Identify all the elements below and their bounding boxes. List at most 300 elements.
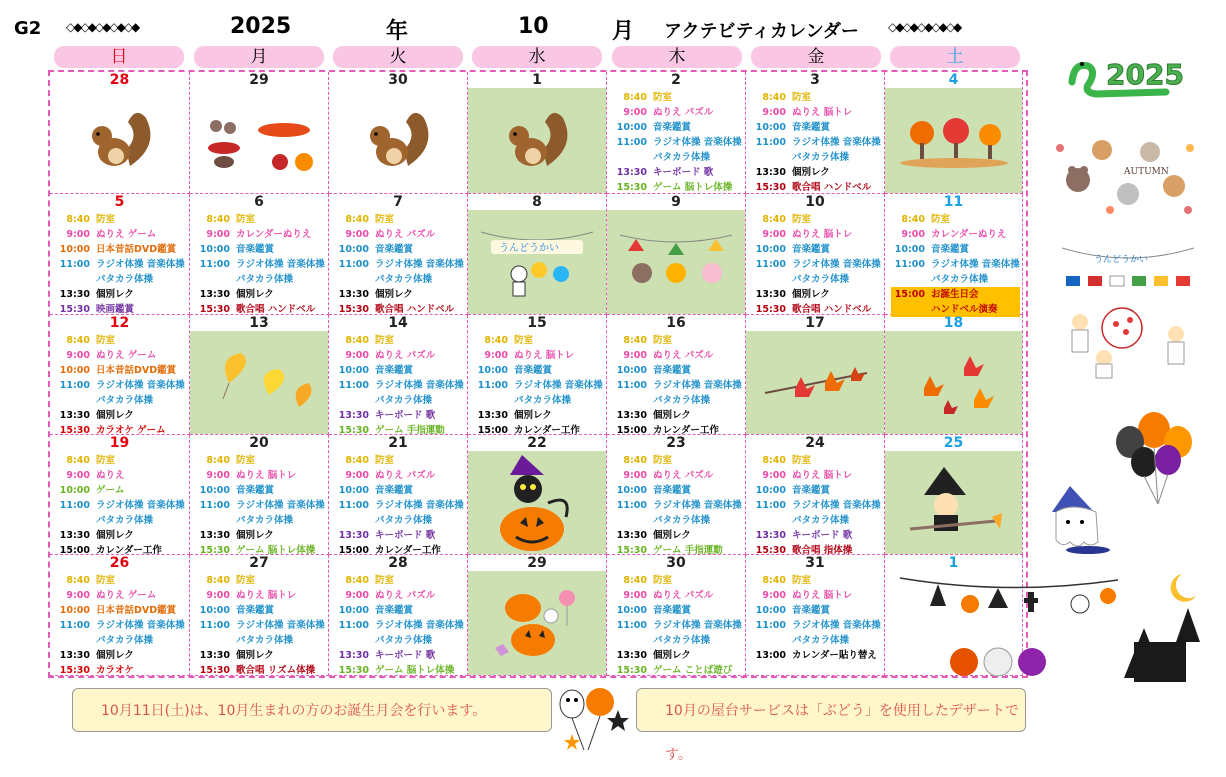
event-name: 防室 [236, 214, 256, 225]
event-time: 9:00 [345, 470, 369, 481]
event-item [474, 333, 604, 348]
event-list [196, 212, 326, 317]
event-item [752, 180, 882, 195]
event-time: 11:00 [199, 500, 230, 511]
event-item [196, 603, 326, 618]
event-time: 10:00 [59, 244, 90, 255]
birthday-notice-banner [72, 688, 552, 732]
event-name: パタカラ体操 [792, 152, 850, 163]
day-number: 23 [666, 435, 686, 451]
event-name: 防室 [236, 575, 256, 586]
event-time: 8:40 [623, 575, 647, 586]
event-item [56, 573, 187, 588]
event-name: ぬりえ パズル [375, 350, 436, 361]
event-name: 個別レク [653, 650, 691, 661]
day-cell [329, 194, 468, 315]
sports-day-label: うんどうかい [1094, 255, 1149, 265]
event-name: ぬりえ 脳トレ [792, 107, 853, 118]
event-item [335, 363, 465, 378]
event-time: 11:00 [59, 500, 90, 511]
day-cell [50, 555, 190, 676]
event-name: パタカラ体操 [96, 395, 154, 406]
day-cell [190, 435, 329, 555]
event-name: 日本昔話DVD鑑賞 [96, 605, 177, 616]
event-name: カレンダー工作 [96, 545, 162, 556]
event-item [196, 272, 326, 287]
day-number: 4 [948, 72, 959, 88]
event-time: 10:00 [59, 485, 90, 496]
event-time: 15:30 [616, 182, 647, 193]
birthday-notice-text: 10月11日(土)は、10月生まれの方のお誕生月会を行います。 [101, 703, 487, 719]
day-cell [329, 72, 468, 194]
day-number: 2 [671, 72, 681, 88]
event-time: 10:00 [755, 244, 786, 255]
event-item [335, 468, 465, 483]
event-time: 9:00 [206, 470, 230, 481]
event-name: 音楽鑑賞 [375, 605, 414, 616]
weekday-label: 火 [333, 46, 463, 68]
event-item [613, 498, 743, 513]
day-number: 15 [527, 315, 547, 331]
event-list [56, 453, 187, 558]
event-name: 防室 [236, 455, 256, 466]
day-cell [190, 555, 329, 676]
event-time: 15:30 [59, 304, 90, 315]
event-name: 防室 [792, 214, 812, 225]
event-time: 10:00 [59, 605, 90, 616]
event-list [613, 453, 743, 558]
event-time: 11:00 [616, 500, 647, 511]
event-name: 防室 [792, 455, 812, 466]
event-name: ぬりえ 脳トレ [514, 350, 575, 361]
event-name: カレンダー工作 [514, 425, 580, 436]
day-cell [329, 315, 468, 435]
event-item [613, 348, 743, 363]
event-time: 10:00 [199, 485, 230, 496]
event-name: 防室 [96, 335, 116, 346]
event-name: 音楽鑑賞 [653, 365, 692, 376]
event-time: 15:30 [755, 304, 786, 315]
day-cell [50, 315, 190, 435]
event-time: 13:30 [199, 650, 230, 661]
day-cell [468, 555, 607, 676]
event-item [891, 287, 1020, 302]
day-number: 9 [671, 194, 681, 210]
day-number: 25 [943, 435, 964, 451]
event-name: 個別レク [96, 289, 134, 300]
event-time: 11:00 [755, 137, 786, 148]
event-time: 8:40 [762, 455, 786, 466]
event-item [613, 603, 743, 618]
weekday-label: 月 [194, 46, 324, 68]
event-time: 8:40 [206, 455, 230, 466]
event-name: 防室 [375, 214, 395, 225]
event-name: パタカラ体操 [792, 274, 850, 285]
event-time: 11:00 [59, 620, 90, 631]
event-item [613, 633, 743, 648]
event-item [752, 120, 882, 135]
sports-day-illustration [468, 210, 606, 314]
event-name: ラジオ体操 音楽体操 [792, 500, 881, 511]
event-name: パタカラ体操 [96, 635, 154, 646]
event-time: 10:00 [616, 485, 647, 496]
event-name: ラジオ体操 音楽体操 [792, 259, 881, 270]
sports-day-caption: うんどうかい [499, 243, 559, 254]
event-name: ラジオ体操 音楽体操 [514, 380, 603, 391]
event-name: ラジオ体操 音楽体操 [236, 620, 325, 631]
event-name: パタカラ体操 [375, 635, 433, 646]
event-item [752, 242, 882, 257]
event-time: 13:30 [616, 530, 647, 541]
event-item [335, 242, 465, 257]
weekday-label: 木 [612, 46, 742, 68]
squirrel-illustration [50, 88, 189, 193]
event-name: パタカラ体操 [792, 515, 850, 526]
event-name: パタカラ体操 [236, 274, 294, 285]
event-name: 防室 [792, 92, 812, 103]
event-time: 9:00 [762, 229, 786, 240]
event-item [196, 483, 326, 498]
maple-illustration [746, 331, 884, 434]
event-time: 10:00 [616, 605, 647, 616]
event-item [752, 257, 882, 272]
event-item [613, 90, 743, 105]
day-number: 1 [532, 72, 542, 88]
event-name: パタカラ体操 [514, 395, 572, 406]
event-time: 8:40 [484, 335, 508, 346]
event-item [613, 483, 743, 498]
event-item [56, 483, 187, 498]
event-name: 防室 [96, 214, 116, 225]
event-time: 15:30 [199, 304, 230, 315]
event-name: ゲーム 脳トレ体操 [653, 182, 733, 193]
event-name: ぬりえ [96, 470, 125, 481]
event-time: 10:00 [338, 605, 369, 616]
event-name: 個別レク [236, 530, 274, 541]
event-name: ぬりえ 脳トレ [236, 590, 297, 601]
event-list [335, 453, 465, 558]
event-name: 音楽鑑賞 [792, 605, 831, 616]
event-item [613, 513, 743, 528]
day-number: 28 [388, 555, 408, 571]
day-number: 28 [109, 72, 130, 88]
event-name: パタカラ体操 [792, 635, 850, 646]
event-item [613, 573, 743, 588]
event-item [613, 135, 743, 150]
day-cell [50, 435, 190, 555]
event-name: パタカラ体操 [653, 395, 711, 406]
event-item [752, 468, 882, 483]
event-item [752, 212, 882, 227]
event-time: 15:00 [616, 425, 647, 436]
event-item [56, 272, 187, 287]
food-stall-notice-banner [636, 688, 1026, 763]
event-time: 15:30 [616, 665, 647, 676]
halloween-garland-illustration [898, 568, 1224, 686]
event-item [613, 588, 743, 603]
day-cell [885, 194, 1023, 315]
event-name: 音楽鑑賞 [653, 122, 692, 133]
event-name: 音楽鑑賞 [792, 122, 831, 133]
event-item [196, 468, 326, 483]
event-name: ラジオ体操 音楽体操 [653, 620, 742, 631]
event-item [196, 453, 326, 468]
event-name: 音楽鑑賞 [792, 244, 831, 255]
autumn-label: AUTUMN [1124, 167, 1169, 177]
event-item [56, 333, 187, 348]
event-name: ラジオ体操 音楽体操 [236, 500, 325, 511]
day-number: 13 [249, 315, 269, 331]
day-number: 24 [805, 435, 825, 451]
event-name: ぬりえ パズル [653, 590, 714, 601]
event-time: 11:00 [755, 620, 786, 631]
event-name: パタカラ体操 [236, 635, 294, 646]
event-item [613, 333, 743, 348]
pumpkins-candy-illustration [468, 571, 606, 675]
event-item [891, 242, 1020, 257]
event-item [752, 227, 882, 242]
event-item [891, 257, 1020, 272]
event-time: 11:00 [59, 259, 90, 270]
event-item [56, 513, 187, 528]
event-name: ラジオ体操 音楽体操 [96, 500, 185, 511]
event-time: 15:30 [755, 545, 786, 556]
event-time: 9:00 [623, 350, 647, 361]
event-time: 11:00 [338, 259, 369, 270]
event-time: 10:00 [755, 485, 786, 496]
event-item [56, 378, 187, 393]
event-name: 個別レク [653, 530, 691, 541]
event-list [56, 212, 187, 317]
event-list [752, 212, 882, 317]
day-cell [329, 555, 468, 676]
event-time: 8:40 [66, 335, 90, 346]
header-month: 10 [518, 14, 549, 39]
event-name: 日本昔話DVD鑑賞 [96, 244, 177, 255]
event-time: 13:30 [338, 289, 369, 300]
day-cell [746, 555, 885, 676]
event-item [613, 618, 743, 633]
event-item [196, 618, 326, 633]
day-cell [190, 194, 329, 315]
event-name: 防室 [653, 92, 673, 103]
event-name: パタカラ体操 [375, 515, 433, 526]
day-number: 3 [810, 72, 820, 88]
event-item [56, 453, 187, 468]
event-name: ゲーム 脳トレ体操 [375, 665, 455, 676]
event-item [56, 212, 187, 227]
event-time: 9:00 [66, 470, 90, 481]
event-item [613, 165, 743, 180]
event-item [335, 272, 465, 287]
event-time: 13:30 [616, 410, 647, 421]
event-time: 15:30 [199, 545, 230, 556]
event-list [196, 573, 326, 678]
event-time: 13:30 [755, 289, 786, 300]
event-item [196, 513, 326, 528]
event-name: ラジオ体操 音楽体操 [96, 380, 185, 391]
cat-pumpkin-illustration [468, 451, 606, 554]
event-item [335, 378, 465, 393]
event-time: 10:00 [199, 605, 230, 616]
event-time: 11:00 [616, 620, 647, 631]
event-item [196, 573, 326, 588]
witch-illustration [885, 451, 1022, 554]
event-name: パタカラ体操 [96, 515, 154, 526]
event-time: 9:00 [762, 470, 786, 481]
day-number: 17 [805, 315, 825, 331]
event-time: 11:00 [616, 380, 647, 391]
event-item [613, 408, 743, 423]
event-list [335, 573, 465, 678]
event-name: 個別レク [375, 289, 413, 300]
event-name: 防室 [375, 335, 395, 346]
event-time: 8:40 [66, 455, 90, 466]
event-name: ぬりえ パズル [653, 107, 714, 118]
event-name: ラジオ体操 音楽体操 [96, 620, 185, 631]
event-name: 個別レク [792, 289, 830, 300]
event-time: 13:30 [199, 530, 230, 541]
weekday-label: 土 [890, 46, 1020, 68]
event-name: カラオケ ゲーム [96, 425, 166, 436]
day-number: 22 [527, 435, 547, 451]
year-badge: 2025 [1106, 58, 1184, 91]
event-name: ぬりえ パズル [375, 229, 436, 240]
event-item [56, 603, 187, 618]
event-item [752, 498, 882, 513]
event-time: 10:00 [755, 605, 786, 616]
day-cell [468, 315, 607, 435]
event-name: ぬりえ パズル [375, 470, 436, 481]
event-item [196, 528, 326, 543]
day-number: 31 [805, 555, 825, 571]
day-cell [50, 72, 190, 194]
event-name: キーボード 歌 [375, 410, 436, 421]
diamond-decoration-left: ◇◆◇◆◇◆◇◆◇◆ [66, 20, 139, 34]
event-item [613, 363, 743, 378]
event-time: 15:30 [199, 665, 230, 676]
event-name: ぬりえ ゲーム [96, 590, 157, 601]
event-time: 15:00 [477, 425, 508, 436]
day-cell [885, 72, 1023, 194]
event-name: ラジオ体操 音楽体操 [653, 137, 742, 148]
event-list [56, 333, 187, 438]
event-item [335, 393, 465, 408]
event-name: 音楽鑑賞 [792, 485, 831, 496]
event-name: ぬりえ ゲーム [96, 350, 157, 361]
event-item [474, 378, 604, 393]
event-time: 9:00 [623, 590, 647, 601]
event-item [752, 272, 882, 287]
day-cell [885, 435, 1023, 555]
event-time: 8:40 [762, 92, 786, 103]
diamond-decoration-right: ◇◆◇◆◇◆◇◆◇◆ [888, 20, 961, 34]
event-item [752, 528, 882, 543]
event-list [474, 333, 604, 438]
event-item [613, 663, 743, 678]
food-stall-notice-text: 10月の屋台サービスは「ぶどう」を使用したデザートです。 [665, 703, 1019, 763]
event-item [196, 588, 326, 603]
event-name: 歌合唱 リズム体操 [236, 665, 316, 676]
event-time: 13:30 [59, 650, 90, 661]
event-item [335, 528, 465, 543]
animals-illustration [607, 210, 745, 314]
event-item [56, 663, 187, 678]
event-item [335, 603, 465, 618]
day-number: 14 [388, 315, 408, 331]
event-name: 音楽鑑賞 [375, 485, 414, 496]
event-item [335, 408, 465, 423]
squirrel-illustration [468, 88, 606, 193]
event-time: 15:30 [59, 665, 90, 676]
event-name: カレンダー貼り替え [792, 650, 877, 661]
event-time: 10:00 [199, 244, 230, 255]
autumn-animals-illustration [1050, 128, 1200, 218]
event-name: ゲーム 手指運動 [375, 425, 445, 436]
event-time: 8:40 [206, 214, 230, 225]
event-time: 13:30 [59, 530, 90, 541]
event-name: パタカラ体操 [931, 274, 989, 285]
event-name: 歌合唱 ハンドベル [792, 182, 872, 193]
day-cell [746, 435, 885, 555]
event-name: 防室 [96, 575, 116, 586]
sports-day-flags-illustration [1058, 238, 1198, 298]
event-time: 13:30 [755, 530, 786, 541]
event-time: 8:40 [623, 92, 647, 103]
event-time: 9:00 [345, 590, 369, 601]
event-name: 音楽鑑賞 [375, 365, 414, 376]
event-name: 日本昔話DVD鑑賞 [96, 365, 177, 376]
event-item [752, 453, 882, 468]
event-item [335, 348, 465, 363]
year-2025-snake-illustration [1066, 52, 1184, 102]
day-number: 10 [805, 194, 825, 210]
event-time: 11:00 [616, 137, 647, 148]
event-item [335, 257, 465, 272]
event-time: 9:00 [66, 350, 90, 361]
event-time: 11:00 [894, 259, 925, 270]
event-list [752, 90, 882, 195]
event-time: 9:00 [901, 229, 925, 240]
event-list [335, 333, 465, 438]
halloween-balloons-illustration [1108, 408, 1204, 508]
event-name: ラジオ体操 音楽体操 [792, 620, 881, 631]
event-name: パタカラ体操 [375, 395, 433, 406]
day-number: 27 [249, 555, 269, 571]
event-time: 8:40 [206, 575, 230, 586]
event-name: 個別レク [514, 410, 552, 421]
event-time: 8:40 [66, 575, 90, 586]
event-name: ゲーム [96, 485, 125, 496]
event-item [752, 287, 882, 302]
event-name: ぬりえ パズル [653, 350, 714, 361]
event-item [335, 573, 465, 588]
event-item [56, 287, 187, 302]
event-time: 10:00 [59, 365, 90, 376]
event-name: 防室 [792, 575, 812, 586]
event-item [56, 588, 187, 603]
event-time: 13:30 [338, 650, 369, 661]
event-name: カレンダーぬりえ [931, 229, 1007, 240]
event-name: 防室 [653, 335, 673, 346]
event-item [752, 573, 882, 588]
event-name: 音楽鑑賞 [931, 244, 970, 255]
day-number: 16 [666, 315, 686, 331]
event-item [335, 453, 465, 468]
event-time: 10:00 [477, 365, 508, 376]
event-item [56, 528, 187, 543]
event-item [56, 408, 187, 423]
